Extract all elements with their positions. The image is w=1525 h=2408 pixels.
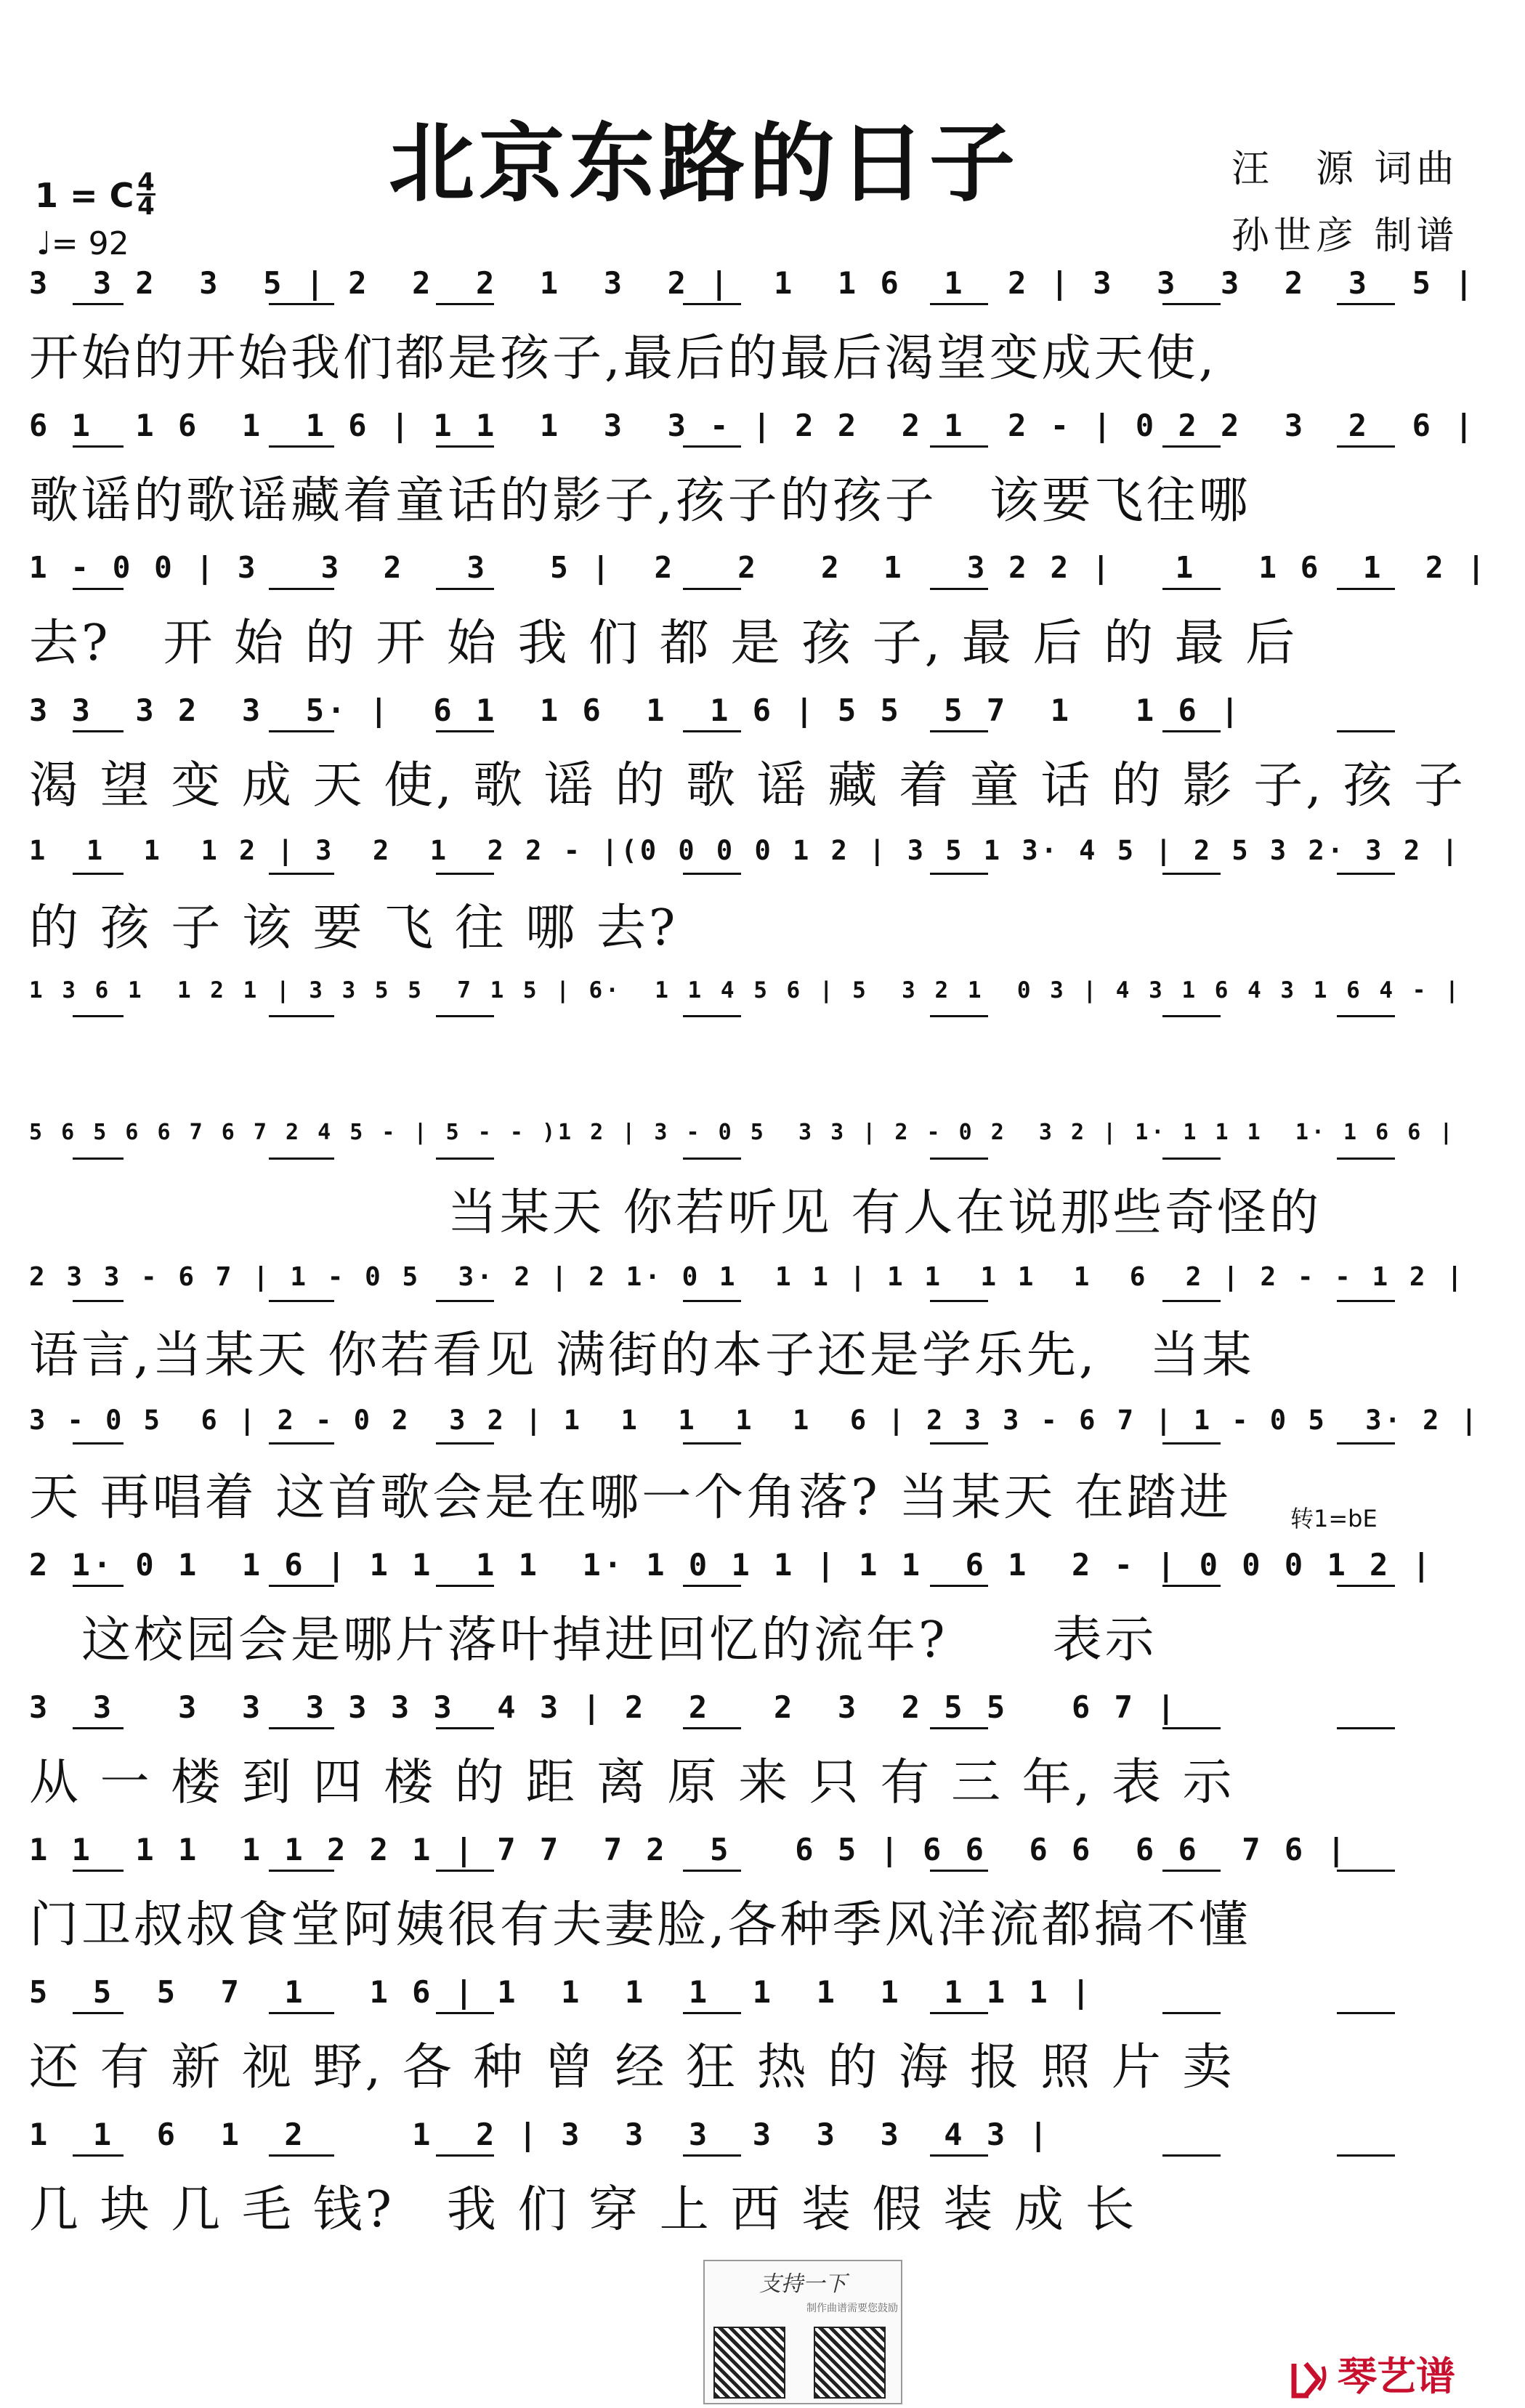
notation-line: 5 5 5 7 1 1 6 | 1 1 1 1 1 1 1 1 1 1 | bbox=[29, 1974, 1093, 2010]
lyric-line: 天 再唱着 这首歌会是在哪一个角落? 当某天 在踏进 bbox=[29, 1469, 1231, 1527]
beam-line bbox=[1337, 1442, 1395, 1445]
beam-line bbox=[683, 2012, 741, 2014]
beam-line bbox=[1337, 873, 1395, 875]
beam-lines bbox=[29, 303, 1489, 309]
tempo-marking: ♩= 92 bbox=[36, 225, 129, 262]
lyric-line: 去? 开 始 的 开 始 我 们 都 是 孩 子, 最 后 的 最 后 bbox=[29, 615, 1298, 672]
beam-line bbox=[1162, 1870, 1221, 1872]
beam-line bbox=[930, 303, 988, 305]
beam-line bbox=[436, 1015, 494, 1017]
beam-line bbox=[269, 303, 334, 305]
beam-lines bbox=[29, 588, 1489, 594]
beam-line bbox=[269, 873, 334, 875]
beam-line bbox=[683, 1870, 741, 1872]
beam-line bbox=[683, 1442, 741, 1445]
notation-line: 3 - 0 5 6 | 2 - 0 2 3 2 | 1 1 1 1 1 6 | 2 3 3 - 6 7 | 1 - 0 5 3· 2 | bbox=[29, 1405, 1480, 1436]
beam-line bbox=[73, 1727, 124, 1729]
lyric-line: 这校园会是哪片落叶掉进回忆的流年? 表示 bbox=[29, 1612, 1157, 1669]
beam-lines bbox=[29, 2012, 1489, 2018]
beam-line bbox=[1162, 1157, 1221, 1160]
beam-line bbox=[930, 1015, 988, 1017]
beam-line bbox=[1162, 1727, 1221, 1729]
lyricist-composer-credit: 汪 源 词曲 bbox=[1231, 148, 1459, 191]
notation-line: 1 1 1 1 1 1 2 2 1 | 7 7 7 2 5 6 5 | 6 6 6 6 6 6 7 6 | bbox=[29, 1832, 1348, 1867]
beam-line bbox=[930, 1157, 988, 1160]
time-signature-bottom: 4 bbox=[137, 192, 155, 221]
beam-line bbox=[269, 588, 334, 590]
beam-line bbox=[436, 2154, 494, 2157]
notation-line: 6 1 1 6 1 1 6 | 1 1 1 3 3 - | 2 2 2 1 2 - | 0 2 2 3 2 6 | bbox=[29, 408, 1476, 443]
beam-line bbox=[73, 1300, 124, 1302]
beam-line bbox=[73, 1442, 124, 1445]
song-title: 北京东路的日子 bbox=[389, 113, 1020, 214]
logo-text: 琴艺谱 bbox=[1338, 2353, 1455, 2399]
beam-line bbox=[1162, 588, 1221, 590]
beam-line bbox=[269, 1300, 334, 1302]
beam-lines bbox=[29, 1300, 1489, 1306]
beam-line bbox=[436, 303, 494, 305]
lyric-line: 从 一 楼 到 四 楼 的 距 离 原 来 只 有 三 年, 表 示 bbox=[29, 1754, 1235, 1811]
beam-line bbox=[73, 445, 124, 448]
beam-lines bbox=[29, 1870, 1489, 1875]
notation-line: 1 3 6 1 1 2 1 | 3 3 5 5 7 1 5 | 6· 1 1 4 5 6 | 5 3 2 1 0 3 | 4 3 1 6 4 3 1 6 4 - | bbox=[29, 977, 1462, 1003]
support-note: 制作曲谱需要您鼓励 bbox=[806, 2303, 898, 2314]
beam-lines bbox=[29, 1157, 1489, 1163]
beam-line bbox=[73, 730, 124, 732]
beam-line bbox=[73, 1585, 124, 1587]
beam-line bbox=[930, 1727, 988, 1729]
beam-line bbox=[683, 1015, 741, 1017]
beam-line bbox=[436, 445, 494, 448]
beam-line bbox=[269, 2154, 334, 2157]
beam-line bbox=[73, 2154, 124, 2157]
notation-line: 1 1 6 1 2 1 2 | 3 3 3 3 3 3 4 3 | bbox=[29, 2117, 1051, 2152]
beam-line bbox=[930, 1300, 988, 1302]
lyric-line: 语言,当某天 你若看见 满街的本子还是学乐先, 当某 bbox=[29, 1327, 1255, 1384]
beam-lines bbox=[29, 1442, 1489, 1448]
lyric-line: 的 孩 子 该 要 飞 往 哪 去? bbox=[29, 900, 679, 957]
notation-line: 3 3 3 3 3 3 3 3 4 3 | 2 2 2 3 2 5 5 6 7 | bbox=[29, 1689, 1178, 1725]
beam-line bbox=[269, 1157, 334, 1160]
beam-line bbox=[73, 1870, 124, 1872]
lyric-line: 开始的开始我们都是孩子,最后的最后渴望变成天使, bbox=[29, 330, 1218, 387]
beam-line bbox=[1337, 1870, 1395, 1872]
beam-line bbox=[436, 1727, 494, 1729]
beam-lines bbox=[29, 445, 1489, 451]
key-signature: 1 = C bbox=[35, 176, 134, 215]
beam-line bbox=[1162, 1300, 1221, 1302]
beam-line bbox=[436, 1300, 494, 1302]
beam-line bbox=[436, 1157, 494, 1160]
beam-line bbox=[1337, 588, 1395, 590]
notation-line: 2 1· 0 1 1 6 | 1 1 1 1 1· 1 0 1 1 | 1 1 6 1 2 - | 0 0 0 1 2 | bbox=[29, 1547, 1433, 1583]
beam-line bbox=[436, 730, 494, 732]
beam-line bbox=[1337, 303, 1395, 305]
beam-lines bbox=[29, 873, 1489, 878]
beam-line bbox=[1162, 1015, 1221, 1017]
beam-line bbox=[1337, 2154, 1395, 2157]
beam-line bbox=[436, 1442, 494, 1445]
beam-line bbox=[73, 303, 124, 305]
beam-line bbox=[1337, 445, 1395, 448]
notation-line: 5 6 5 6 6 7 6 7 2 4 5 - | 5 - - )1 2 | 3 - 0 5 3 3 | 2 - 0 2 3 2 | 1· 1 1 1 1· 1 6 6 | bbox=[29, 1120, 1456, 1145]
beam-line bbox=[436, 1870, 494, 1872]
lyric-line: 几 块 几 毛 钱? 我 们 穿 上 西 装 假 装 成 长 bbox=[29, 2181, 1138, 2239]
beam-line bbox=[930, 588, 988, 590]
beam-line bbox=[1337, 1015, 1395, 1017]
beam-line bbox=[683, 303, 741, 305]
beam-line bbox=[930, 1585, 988, 1587]
beam-line bbox=[683, 1585, 741, 1587]
beam-line bbox=[269, 1442, 334, 1445]
beam-line bbox=[930, 2012, 988, 2014]
beam-line bbox=[683, 1157, 741, 1160]
lyric-line: 还 有 新 视 野, 各 种 曾 经 狂 热 的 海 报 照 片 卖 bbox=[29, 2039, 1235, 2096]
beam-line bbox=[73, 873, 124, 875]
beam-line bbox=[1337, 730, 1395, 732]
beam-line bbox=[1162, 730, 1221, 732]
notation-line: 3 3 2 3 5 | 2 2 2 1 3 2 | 1 1 6 1 2 | 3 3 3 2 3 5 | bbox=[29, 265, 1476, 301]
beam-line bbox=[1162, 2154, 1221, 2157]
beam-line bbox=[683, 873, 741, 875]
beam-line bbox=[1337, 1727, 1395, 1729]
beam-line bbox=[436, 873, 494, 875]
beam-line bbox=[930, 445, 988, 448]
site-logo[interactable] bbox=[1290, 2346, 1455, 2401]
beam-line bbox=[683, 1300, 741, 1302]
beam-line bbox=[269, 1585, 334, 1587]
beam-line bbox=[73, 1157, 124, 1160]
beam-line bbox=[436, 2012, 494, 2014]
beam-line bbox=[269, 730, 334, 732]
notation-line: 1 1 1 1 2 | 3 2 1 2 2 - |(0 0 0 0 1 2 | 3 5 1 3· 4 5 | 2 5 3 2· 3 2 | bbox=[29, 835, 1461, 866]
beam-line bbox=[683, 730, 741, 732]
beam-line bbox=[436, 588, 494, 590]
beam-line bbox=[1162, 873, 1221, 875]
qr-code-icon[interactable] bbox=[814, 2327, 886, 2399]
beam-line bbox=[269, 1015, 334, 1017]
lyric-line: 歌谣的歌谣藏着童话的影子,孩子的孩子 该要飞往哪 bbox=[29, 472, 1251, 530]
beam-line bbox=[73, 1015, 124, 1017]
beam-lines bbox=[29, 730, 1489, 736]
beam-line bbox=[930, 1442, 988, 1445]
beam-line bbox=[930, 730, 988, 732]
notation-line: 3 3 3 2 3 5· | 6 1 1 6 1 1 6 | 5 5 5 7 1 1 6 | bbox=[29, 692, 1242, 728]
beam-line bbox=[1337, 1157, 1395, 1160]
beam-lines bbox=[29, 2154, 1489, 2160]
support-title: 支持一下 bbox=[759, 2271, 846, 2297]
key-change-marking: 转1=bE bbox=[1290, 1505, 1378, 1532]
beam-line bbox=[1337, 1585, 1395, 1587]
beam-lines bbox=[29, 1585, 1489, 1591]
qr-code-icon[interactable] bbox=[713, 2327, 785, 2399]
beam-line bbox=[269, 2012, 334, 2014]
beam-line bbox=[1162, 303, 1221, 305]
logo-mark-icon bbox=[1290, 2358, 1333, 2401]
beam-line bbox=[1337, 2012, 1395, 2014]
notation-line: 2 3 3 - 6 7 | 1 - 0 5 3· 2 | 2 1· 0 1 1 1 | 1 1 1 1 1 6 2 | 2 - - 1 2 | bbox=[29, 1262, 1465, 1292]
beam-line bbox=[683, 445, 741, 448]
lyric-line: 当某天 你若听见 有人在说那些奇怪的 bbox=[29, 1184, 1322, 1242]
beam-line bbox=[930, 1870, 988, 1872]
beam-line bbox=[269, 445, 334, 448]
beam-line bbox=[73, 588, 124, 590]
beam-line bbox=[269, 1870, 334, 1872]
beam-line bbox=[1337, 1300, 1395, 1302]
notation-line: 1 - 0 0 | 3 3 2 3 5 | 2 2 2 1 3 2 2 | 1 1 6 1 2 | bbox=[29, 550, 1488, 585]
beam-line bbox=[436, 1585, 494, 1587]
time-signature-top: 4 bbox=[137, 168, 155, 197]
beam-line bbox=[1162, 445, 1221, 448]
beam-line bbox=[683, 588, 741, 590]
beam-lines bbox=[29, 1015, 1489, 1021]
transcriber-credit: 孙世彦 制谱 bbox=[1231, 214, 1459, 258]
beam-line bbox=[269, 1727, 334, 1729]
beam-line bbox=[930, 2154, 988, 2157]
beam-line bbox=[73, 2012, 124, 2014]
beam-line bbox=[1162, 1442, 1221, 1445]
beam-line bbox=[683, 1727, 741, 1729]
beam-line bbox=[1162, 2012, 1221, 2014]
support-panel bbox=[703, 2260, 902, 2404]
beam-lines bbox=[29, 1727, 1489, 1733]
lyric-line: 渴 望 变 成 天 使, 歌 谣 的 歌 谣 藏 着 童 话 的 影 子, 孩 子 bbox=[29, 757, 1466, 815]
beam-line bbox=[1162, 1585, 1221, 1587]
lyric-line: 门卫叔叔食堂阿姨很有夫妻脸,各种季风洋流都搞不懂 bbox=[29, 1896, 1251, 1954]
beam-line bbox=[930, 873, 988, 875]
time-signature bbox=[137, 168, 155, 221]
beam-line bbox=[683, 2154, 741, 2157]
